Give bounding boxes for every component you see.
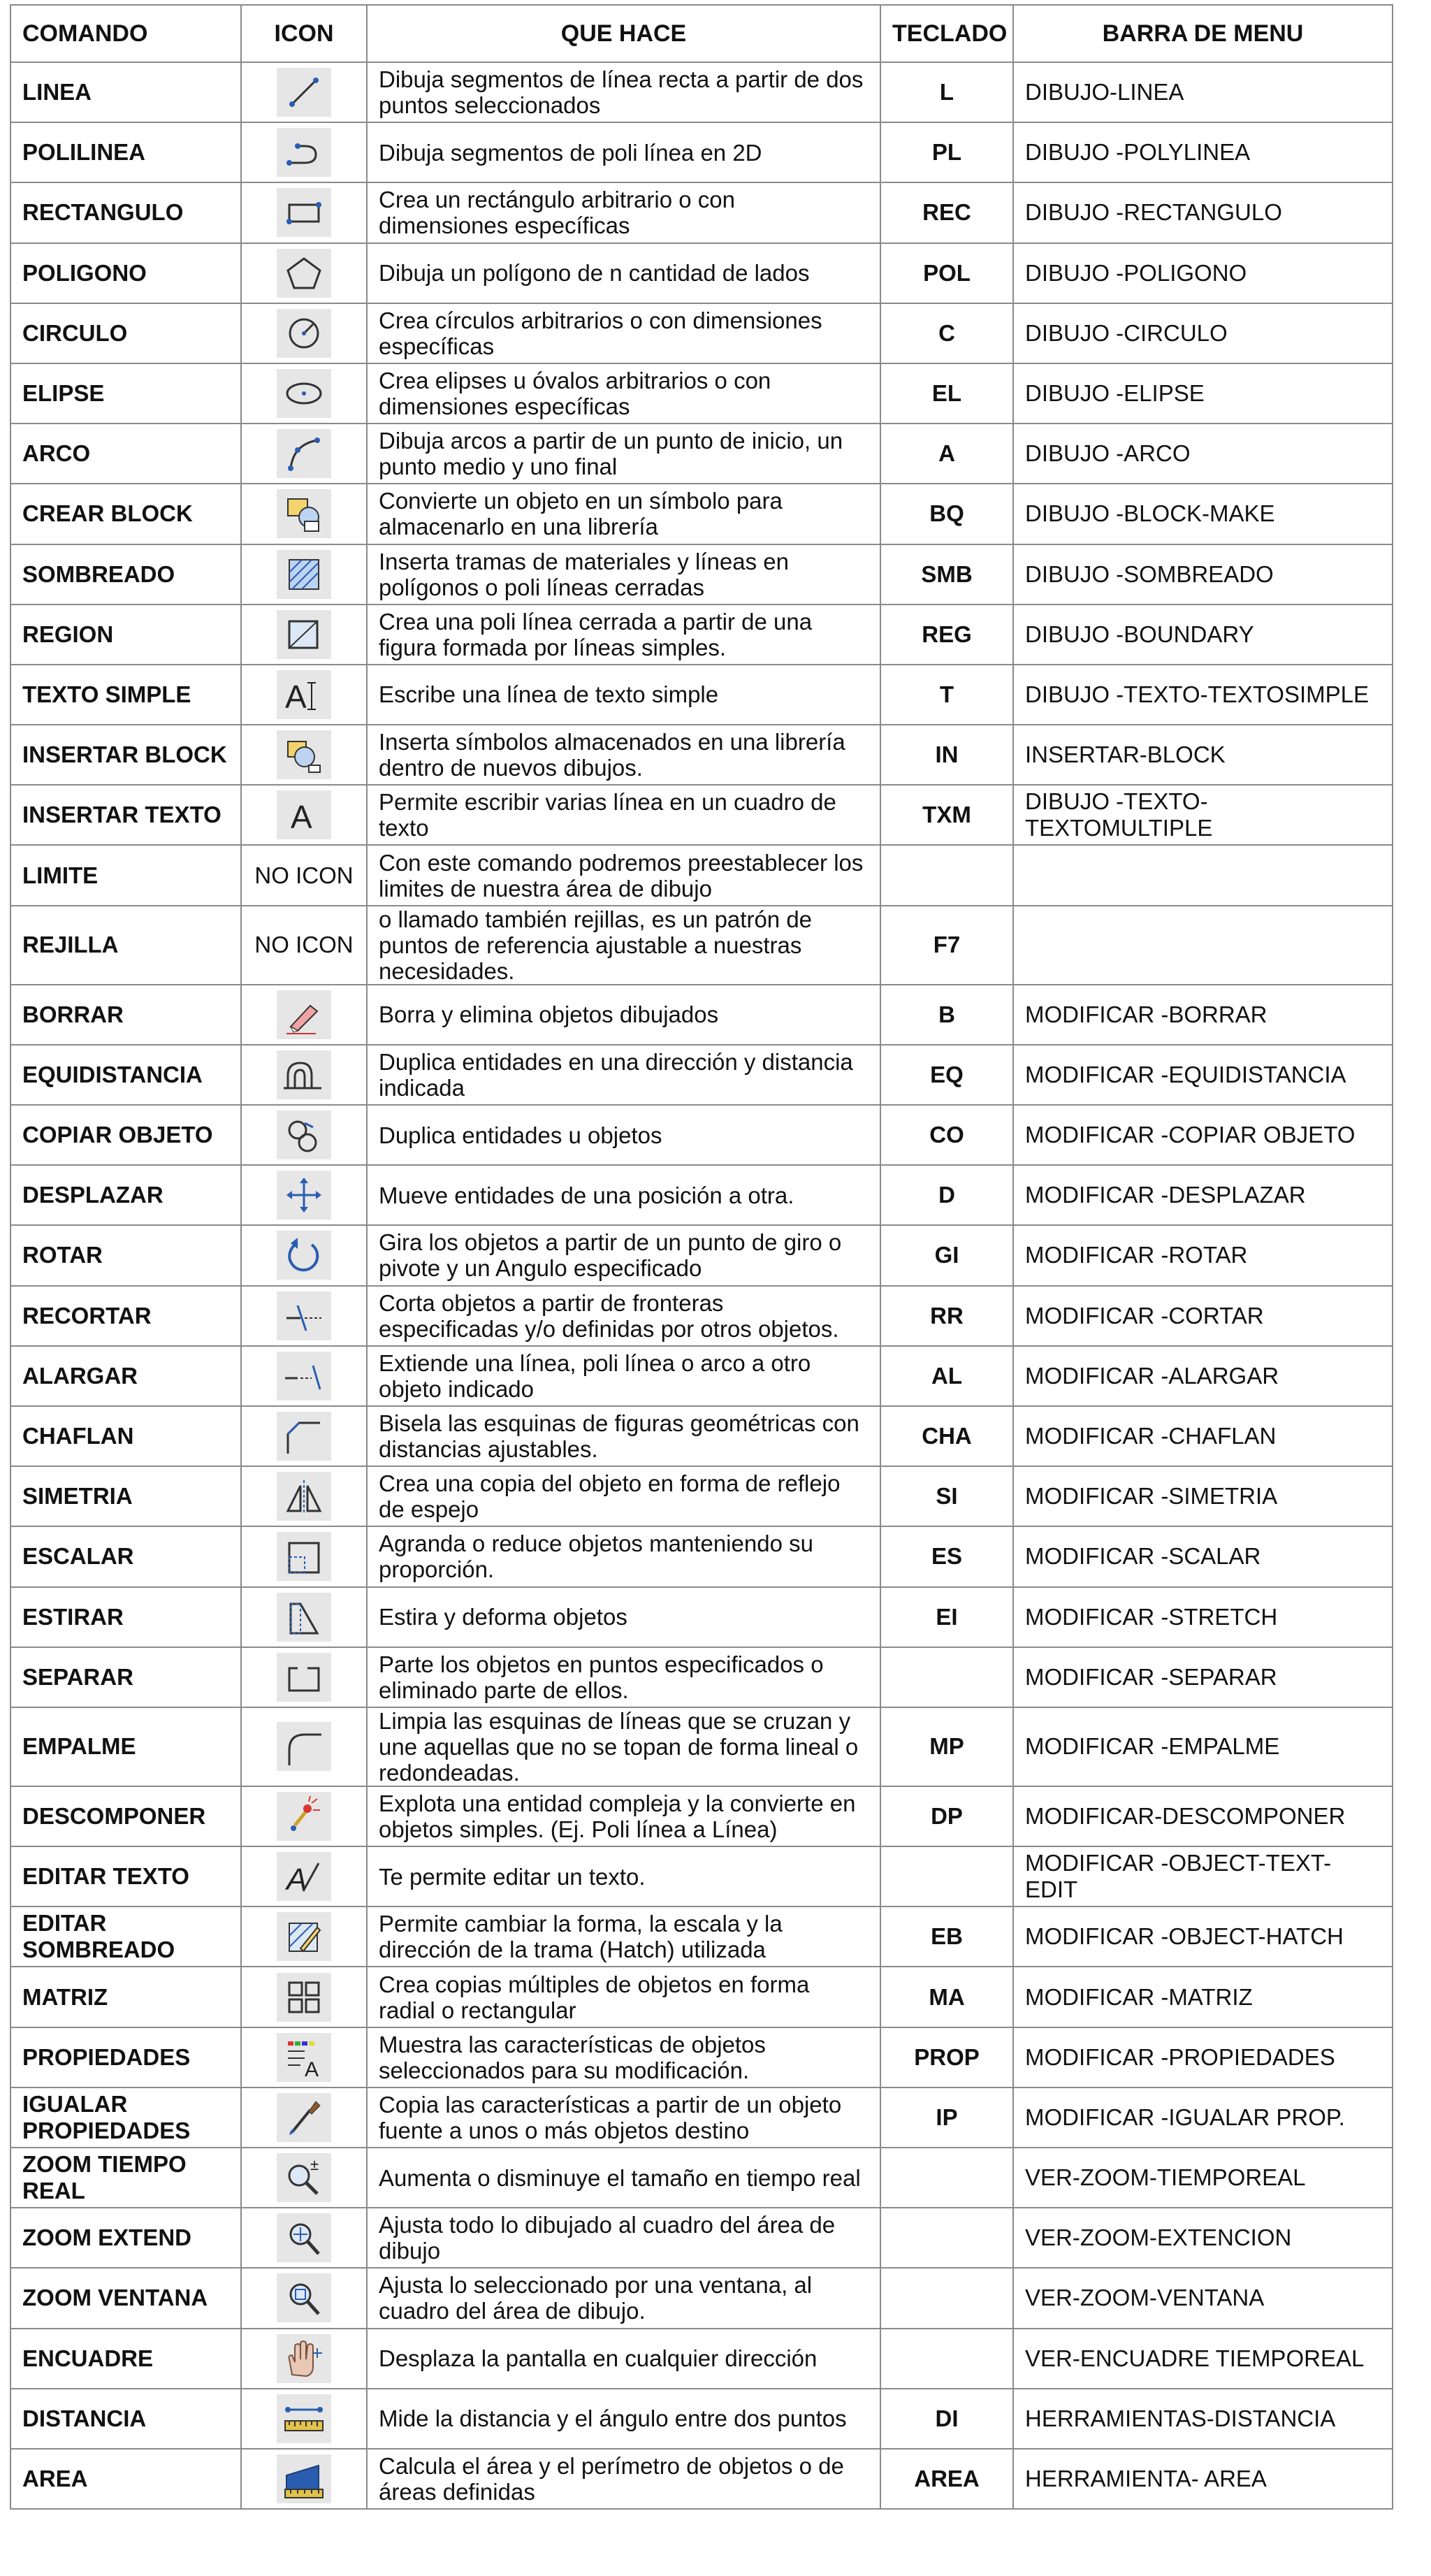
command-name: IGUALAR PROPIEDADES <box>10 2087 241 2148</box>
menu-path: MODIFICAR -PROPIEDADES <box>1013 2027 1393 2087</box>
table-row <box>10 1406 1393 1466</box>
command-icon-cell <box>241 1587 367 1647</box>
keyboard-shortcut <box>880 2329 1013 2389</box>
table-row <box>10 1647 1393 1707</box>
command-reference-sheet <box>10 4 1392 2510</box>
command-name: INSERTAR TEXTO <box>10 785 241 845</box>
erase-icon <box>277 990 331 1039</box>
menu-path: MODIFICAR -EMPALME <box>1013 1707 1393 1786</box>
scale-icon <box>277 1532 331 1581</box>
region-icon <box>277 610 331 659</box>
svg-text:±: ± <box>310 2156 319 2174</box>
table-row <box>10 243 1393 303</box>
table-row <box>10 985 1393 1045</box>
command-description: Escribe una línea de texto simple <box>367 665 880 725</box>
svg-text:A: A <box>291 799 312 836</box>
menu-path: DIBUJO -TEXTO-TEXTOMULTIPLE <box>1013 785 1393 845</box>
command-description: Explota una entidad compleja y la convierte en objetos simples. (Ej. Poli línea a Línea) <box>367 1786 880 1846</box>
command-icon-cell <box>241 2449 367 2509</box>
menu-path: DIBUJO -BLOCK-MAKE <box>1013 484 1393 544</box>
fillet-icon <box>277 1722 331 1771</box>
command-name: LIMITE <box>10 845 241 905</box>
menu-path: DIBUJO -POLIGONO <box>1013 243 1393 303</box>
menu-path: MODIFICAR -SIMETRIA <box>1013 1466 1393 1526</box>
command-description: Estira y deforma objetos <box>367 1587 880 1647</box>
menu-path: MODIFICAR -ROTAR <box>1013 1225 1393 1285</box>
command-name: POLIGONO <box>10 243 241 303</box>
keyboard-shortcut: AL <box>880 1346 1013 1406</box>
command-name: EDITAR SOMBREADO <box>10 1906 241 1967</box>
keyboard-shortcut: PL <box>880 122 1013 182</box>
menu-path: MODIFICAR -IGUALAR PROP. <box>1013 2087 1393 2148</box>
svg-text:A: A <box>285 678 307 715</box>
command-name: MATRIZ <box>10 1967 241 2027</box>
command-description: Crea una poli línea cerrada a partir de una figura formada por líneas simples. <box>367 605 880 665</box>
table-row <box>10 2268 1393 2328</box>
command-icon-cell <box>241 605 367 665</box>
keyboard-shortcut: AREA <box>880 2449 1013 2509</box>
keyboard-shortcut <box>880 2268 1013 2328</box>
table-body <box>10 62 1393 2509</box>
command-description: Borra y elimina objetos dibujados <box>367 985 880 1045</box>
command-name: TEXTO SIMPLE <box>10 665 241 725</box>
circle-icon <box>277 309 331 358</box>
svg-text:A: A <box>286 1862 307 1897</box>
command-name: BORRAR <box>10 985 241 1045</box>
keyboard-shortcut: IP <box>880 2087 1013 2148</box>
command-name: LINEA <box>10 62 241 122</box>
extend-icon <box>277 1352 331 1401</box>
keyboard-shortcut: EQ <box>880 1045 1013 1105</box>
command-icon-cell <box>241 725 367 785</box>
table-row <box>10 665 1393 725</box>
command-name: REGION <box>10 605 241 665</box>
header-row <box>10 5 1393 62</box>
command-icon-cell <box>241 1045 367 1105</box>
command-description: Limpia las esquinas de líneas que se cruzan y une aquellas que no se topan de forma lineal o redondeadas. <box>367 1707 880 1786</box>
command-description: Inserta símbolos almacenados en una librería dentro de nuevos dibujos. <box>367 725 880 785</box>
command-icon-cell <box>241 1707 367 1786</box>
keyboard-shortcut: REC <box>880 182 1013 243</box>
table-row <box>10 303 1393 363</box>
table-row <box>10 1346 1393 1406</box>
command-name: ELIPSE <box>10 363 241 424</box>
menu-path: VER-ZOOM-TIEMPOREAL <box>1013 2148 1393 2208</box>
command-name: PROPIEDADES <box>10 2027 241 2087</box>
command-icon-cell <box>241 1786 367 1846</box>
table-row <box>10 1286 1393 1346</box>
menu-path: DIBUJO -ARCO <box>1013 424 1393 484</box>
make-block-icon <box>277 489 331 538</box>
table-row <box>10 363 1393 424</box>
keyboard-shortcut: EI <box>880 1587 1013 1647</box>
command-icon-cell <box>241 1526 367 1586</box>
table-row <box>10 1967 1393 2027</box>
command-description: Con este comando podremos preestablecer los limites de nuestra área de dibujo <box>367 845 880 905</box>
keyboard-shortcut: REG <box>880 605 1013 665</box>
zoom-extents-icon <box>277 2213 331 2262</box>
table-row <box>10 1906 1393 1967</box>
zoom-window-icon <box>277 2273 331 2322</box>
command-icon-cell <box>241 363 367 424</box>
table-row <box>10 2449 1393 2509</box>
menu-path: DIBUJO -BOUNDARY <box>1013 605 1393 665</box>
command-description: Dibuja segmentos de línea recta a partir de dos puntos seleccionados <box>367 62 880 122</box>
header-comando: COMANDO <box>10 5 241 62</box>
command-description: Ajusta lo seleccionado por una ventana, al cuadro del área de dibujo. <box>367 2268 880 2328</box>
command-description: Crea elipses u óvalos arbitrarios o con dimensiones específicas <box>367 363 880 424</box>
keyboard-shortcut <box>880 845 1013 905</box>
table-row <box>10 2148 1393 2208</box>
menu-path: MODIFICAR -MATRIZ <box>1013 1967 1393 2027</box>
command-table <box>10 4 1393 2510</box>
keyboard-shortcut: SI <box>880 1466 1013 1526</box>
command-name: ALARGAR <box>10 1346 241 1406</box>
command-description: Crea copias múltiples de objetos en forma radial o rectangular <box>367 1967 880 2027</box>
table-row <box>10 605 1393 665</box>
keyboard-shortcut: MA <box>880 1967 1013 2027</box>
svg-text:A: A <box>305 2057 319 2081</box>
keyboard-shortcut <box>880 1647 1013 1707</box>
command-icon-cell <box>241 484 367 544</box>
menu-path: DIBUJO-LINEA <box>1013 62 1393 122</box>
edit-hatch-icon <box>277 1912 331 1961</box>
keyboard-shortcut: DI <box>880 2389 1013 2449</box>
command-icon-cell <box>241 1406 367 1466</box>
keyboard-shortcut <box>880 2208 1013 2268</box>
command-icon-cell <box>241 424 367 484</box>
menu-path: MODIFICAR -OBJECT-TEXT-EDIT <box>1013 1846 1393 1906</box>
break-icon <box>277 1653 331 1702</box>
table-row <box>10 2087 1393 2148</box>
hatch-icon <box>277 550 331 599</box>
command-description: Permite escribir varias línea en un cuadro de texto <box>367 785 880 845</box>
menu-path: HERRAMIENTA- AREA <box>1013 2449 1393 2509</box>
table-row <box>10 1105 1393 1165</box>
no-icon-label: NO ICON <box>254 862 354 888</box>
distance-icon <box>277 2394 331 2443</box>
command-icon-cell <box>241 785 367 845</box>
command-icon-cell <box>241 122 367 182</box>
menu-path: MODIFICAR -COPIAR OBJETO <box>1013 1105 1393 1165</box>
rotate-icon <box>277 1231 331 1280</box>
command-icon-cell <box>241 62 367 122</box>
command-icon-cell <box>241 665 367 725</box>
no-icon-label: NO ICON <box>254 932 354 958</box>
command-icon-cell <box>241 182 367 243</box>
menu-path: DIBUJO -SOMBREADO <box>1013 544 1393 605</box>
command-name: RECORTAR <box>10 1286 241 1346</box>
keyboard-shortcut: BQ <box>880 484 1013 544</box>
keyboard-shortcut: ES <box>880 1526 1013 1586</box>
command-icon-cell <box>241 906 367 985</box>
command-description: Parte los objetos en puntos especificados o eliminado parte de ellos. <box>367 1647 880 1707</box>
command-icon-cell <box>241 1967 367 2027</box>
header-teclado: TECLADO <box>880 5 1013 62</box>
command-name: ZOOM TIEMPO REAL <box>10 2148 241 2208</box>
table-row <box>10 122 1393 182</box>
command-description: Crea un rectángulo arbitrario o con dimensiones específicas <box>367 182 880 243</box>
explode-icon <box>277 1792 331 1841</box>
keyboard-shortcut: T <box>880 665 1013 725</box>
keyboard-shortcut: IN <box>880 725 1013 785</box>
command-description: Mueve entidades de una posición a otra. <box>367 1165 880 1225</box>
mirror-icon <box>277 1472 331 1521</box>
table-row <box>10 1707 1393 1786</box>
command-description: Dibuja segmentos de poli línea en 2D <box>367 122 880 182</box>
table-row <box>10 1225 1393 1285</box>
menu-path: MODIFICAR -ALARGAR <box>1013 1346 1393 1406</box>
command-icon-cell <box>241 303 367 363</box>
command-name: REJILLA <box>10 906 241 985</box>
command-icon-cell <box>241 2027 367 2087</box>
move-icon <box>277 1171 331 1220</box>
command-name: ROTAR <box>10 1225 241 1285</box>
menu-path: MODIFICAR -CORTAR <box>1013 1286 1393 1346</box>
edit-text-icon <box>277 1852 331 1901</box>
properties-icon <box>277 2033 331 2082</box>
keyboard-shortcut: CHA <box>880 1406 1013 1466</box>
command-name: DISTANCIA <box>10 2389 241 2449</box>
command-icon-cell <box>241 1466 367 1526</box>
command-description: Extiende una línea, poli línea o arco a otro objeto indicado <box>367 1346 880 1406</box>
menu-path: DIBUJO -TEXTO-TEXTOSIMPLE <box>1013 665 1393 725</box>
command-description: Desplaza la pantalla en cualquier dirección <box>367 2329 880 2389</box>
command-icon-cell <box>241 985 367 1045</box>
command-description: Te permite editar un texto. <box>367 1846 880 1906</box>
menu-path: MODIFICAR -BORRAR <box>1013 985 1393 1045</box>
menu-path: MODIFICAR -STRETCH <box>1013 1587 1393 1647</box>
keyboard-shortcut: CO <box>880 1105 1013 1165</box>
command-icon-cell <box>241 1906 367 1967</box>
menu-path: MODIFICAR -EQUIDISTANCIA <box>1013 1045 1393 1105</box>
command-description: Dibuja arcos a partir de un punto de inicio, un punto medio y uno final <box>367 424 880 484</box>
command-name: ZOOM EXTEND <box>10 2208 241 2268</box>
offset-icon <box>277 1050 331 1099</box>
command-description: Corta objetos a partir de fronteras especificadas y/o definidas por otros objetos. <box>367 1286 880 1346</box>
polygon-icon <box>277 249 331 298</box>
keyboard-shortcut: SMB <box>880 544 1013 605</box>
command-name: AREA <box>10 2449 241 2509</box>
line-icon <box>277 68 331 117</box>
keyboard-shortcut: EB <box>880 1906 1013 1967</box>
table-row <box>10 484 1393 544</box>
command-name: CIRCULO <box>10 303 241 363</box>
command-icon-cell <box>241 2268 367 2328</box>
keyboard-shortcut: B <box>880 985 1013 1045</box>
command-icon-cell <box>241 1225 367 1285</box>
command-description: Agranda o reduce objetos manteniendo su proporción. <box>367 1526 880 1586</box>
command-name: CHAFLAN <box>10 1406 241 1466</box>
table-row <box>10 725 1393 785</box>
header-barra-de-menu: BARRA DE MENU <box>1013 5 1393 62</box>
menu-path: INSERTAR-BLOCK <box>1013 725 1393 785</box>
command-icon-cell <box>241 1286 367 1346</box>
table-row <box>10 182 1393 243</box>
table-row <box>10 62 1393 122</box>
table-row <box>10 544 1393 605</box>
match-properties-icon <box>277 2093 331 2142</box>
keyboard-shortcut: C <box>880 303 1013 363</box>
command-name: SOMBREADO <box>10 544 241 605</box>
command-icon-cell <box>241 1647 367 1707</box>
multiline-text-icon <box>277 790 331 839</box>
keyboard-shortcut <box>880 1846 1013 1906</box>
table-row <box>10 2027 1393 2087</box>
table-row <box>10 1846 1393 1906</box>
command-name: SEPARAR <box>10 1647 241 1707</box>
keyboard-shortcut: EL <box>880 363 1013 424</box>
command-name: CREAR BLOCK <box>10 484 241 544</box>
keyboard-shortcut: DP <box>880 1786 1013 1846</box>
table-header <box>10 5 1393 62</box>
command-name: DESPLAZAR <box>10 1165 241 1225</box>
table-row <box>10 1526 1393 1586</box>
menu-path: DIBUJO -CIRCULO <box>1013 303 1393 363</box>
table-row <box>10 2329 1393 2389</box>
command-description: Copia las características a partir de un objeto fuente a unos o más objetos destino <box>367 2087 880 2148</box>
keyboard-shortcut: POL <box>880 243 1013 303</box>
command-description: Inserta tramas de materiales y líneas en polígonos o poli líneas cerradas <box>367 544 880 605</box>
pan-hand-icon <box>277 2334 331 2383</box>
menu-path: DIBUJO -POLYLINEA <box>1013 122 1393 182</box>
table-row <box>10 424 1393 484</box>
command-description: Bisela las esquinas de figuras geométricas con distancias ajustables. <box>367 1406 880 1466</box>
command-icon-cell <box>241 2329 367 2389</box>
command-name: ESTIRAR <box>10 1587 241 1647</box>
stretch-icon <box>277 1593 331 1642</box>
table-row <box>10 1165 1393 1225</box>
keyboard-shortcut: GI <box>880 1225 1013 1285</box>
command-icon-cell <box>241 2208 367 2268</box>
command-icon-cell <box>241 2087 367 2148</box>
array-icon <box>277 1973 331 2022</box>
command-description: Calcula el área y el perímetro de objetos o de áreas definidas <box>367 2449 880 2509</box>
command-description: Crea una copia del objeto en forma de reflejo de espejo <box>367 1466 880 1526</box>
menu-path: MODIFICAR -DESPLAZAR <box>1013 1165 1393 1225</box>
command-name: DESCOMPONER <box>10 1786 241 1846</box>
command-description: Convierte un objeto en un símbolo para almacenarlo en una librería <box>367 484 880 544</box>
command-name: POLILINEA <box>10 122 241 182</box>
keyboard-shortcut: A <box>880 424 1013 484</box>
command-name: ENCUADRE <box>10 2329 241 2389</box>
table-row <box>10 1045 1393 1105</box>
command-description: Dibuja un polígono de n cantidad de lados <box>367 243 880 303</box>
table-row <box>10 2208 1393 2268</box>
keyboard-shortcut <box>880 2148 1013 2208</box>
menu-path: HERRAMIENTAS-DISTANCIA <box>1013 2389 1393 2449</box>
chamfer-icon <box>277 1412 331 1461</box>
menu-path: MODIFICAR -SEPARAR <box>1013 1647 1393 1707</box>
command-description: o llamado también rejillas, es un patrón de puntos de referencia ajustable a nuestras necesidades. <box>367 906 880 985</box>
trim-icon <box>277 1291 331 1340</box>
menu-path: VER-ZOOM-EXTENCION <box>1013 2208 1393 2268</box>
keyboard-shortcut: F7 <box>880 906 1013 985</box>
command-icon-cell <box>241 1846 367 1906</box>
table-row <box>10 2389 1393 2449</box>
ellipse-icon <box>277 369 331 418</box>
table-row <box>10 785 1393 845</box>
table-row <box>10 1466 1393 1526</box>
keyboard-shortcut: L <box>880 62 1013 122</box>
table-row <box>10 1587 1393 1647</box>
command-description: Duplica entidades en una dirección y distancia indicada <box>367 1045 880 1105</box>
command-icon-cell <box>241 845 367 905</box>
table-row <box>10 906 1393 985</box>
menu-path: DIBUJO -ELIPSE <box>1013 363 1393 424</box>
header-icon: ICON <box>241 5 367 62</box>
command-description: Mide la distancia y el ángulo entre dos puntos <box>367 2389 880 2449</box>
command-description: Muestra las características de objetos seleccionados para su modificación. <box>367 2027 880 2087</box>
command-name: EDITAR TEXTO <box>10 1846 241 1906</box>
command-icon-cell <box>241 1165 367 1225</box>
table-row <box>10 845 1393 905</box>
command-name: COPIAR OBJETO <box>10 1105 241 1165</box>
keyboard-shortcut: PROP <box>880 2027 1013 2087</box>
menu-path: DIBUJO -RECTANGULO <box>1013 182 1393 243</box>
single-text-icon <box>277 670 331 719</box>
table-row <box>10 1786 1393 1846</box>
keyboard-shortcut: RR <box>880 1286 1013 1346</box>
command-name: ESCALAR <box>10 1526 241 1586</box>
command-name: RECTANGULO <box>10 182 241 243</box>
arc-icon <box>277 429 331 478</box>
command-icon-cell <box>241 1346 367 1406</box>
command-name: INSERTAR BLOCK <box>10 725 241 785</box>
command-name: SIMETRIA <box>10 1466 241 1526</box>
menu-path: VER-ZOOM-VENTANA <box>1013 2268 1393 2328</box>
zoom-realtime-icon <box>277 2153 331 2202</box>
command-description: Duplica entidades u objetos <box>367 1105 880 1165</box>
menu-path: MODIFICAR-DESCOMPONER <box>1013 1786 1393 1846</box>
command-description: Crea círculos arbitrarios o con dimensiones específicas <box>367 303 880 363</box>
menu-path <box>1013 906 1393 985</box>
command-icon-cell <box>241 544 367 605</box>
command-name: EQUIDISTANCIA <box>10 1045 241 1105</box>
keyboard-shortcut: D <box>880 1165 1013 1225</box>
command-name: EMPALME <box>10 1707 241 1786</box>
rectangle-icon <box>277 188 331 237</box>
header-que-hace: QUE HACE <box>367 5 880 62</box>
command-description: Permite cambiar la forma, la escala y la dirección de la trama (Hatch) utilizada <box>367 1906 880 1967</box>
menu-path: MODIFICAR -OBJECT-HATCH <box>1013 1906 1393 1967</box>
keyboard-shortcut: TXM <box>880 785 1013 845</box>
command-icon-cell <box>241 2389 367 2449</box>
copy-icon <box>277 1110 331 1159</box>
command-description: Ajusta todo lo dibujado al cuadro del área de dibujo <box>367 2208 880 2268</box>
area-icon <box>277 2454 331 2503</box>
menu-path: MODIFICAR -CHAFLAN <box>1013 1406 1393 1466</box>
command-icon-cell <box>241 243 367 303</box>
command-description: Gira los objetos a partir de un punto de giro o pivote y un Angulo especificado <box>367 1225 880 1285</box>
menu-path: VER-ENCUADRE TIEMPOREAL <box>1013 2329 1393 2389</box>
command-icon-cell <box>241 1105 367 1165</box>
command-name: ARCO <box>10 424 241 484</box>
insert-block-icon <box>277 730 331 779</box>
command-icon-cell <box>241 2148 367 2208</box>
menu-path <box>1013 845 1393 905</box>
menu-path: MODIFICAR -SCALAR <box>1013 1526 1393 1586</box>
command-name: ZOOM VENTANA <box>10 2268 241 2328</box>
keyboard-shortcut: MP <box>880 1707 1013 1786</box>
polyline-icon <box>277 128 331 177</box>
command-description: Aumenta o disminuye el tamaño en tiempo real <box>367 2148 880 2208</box>
